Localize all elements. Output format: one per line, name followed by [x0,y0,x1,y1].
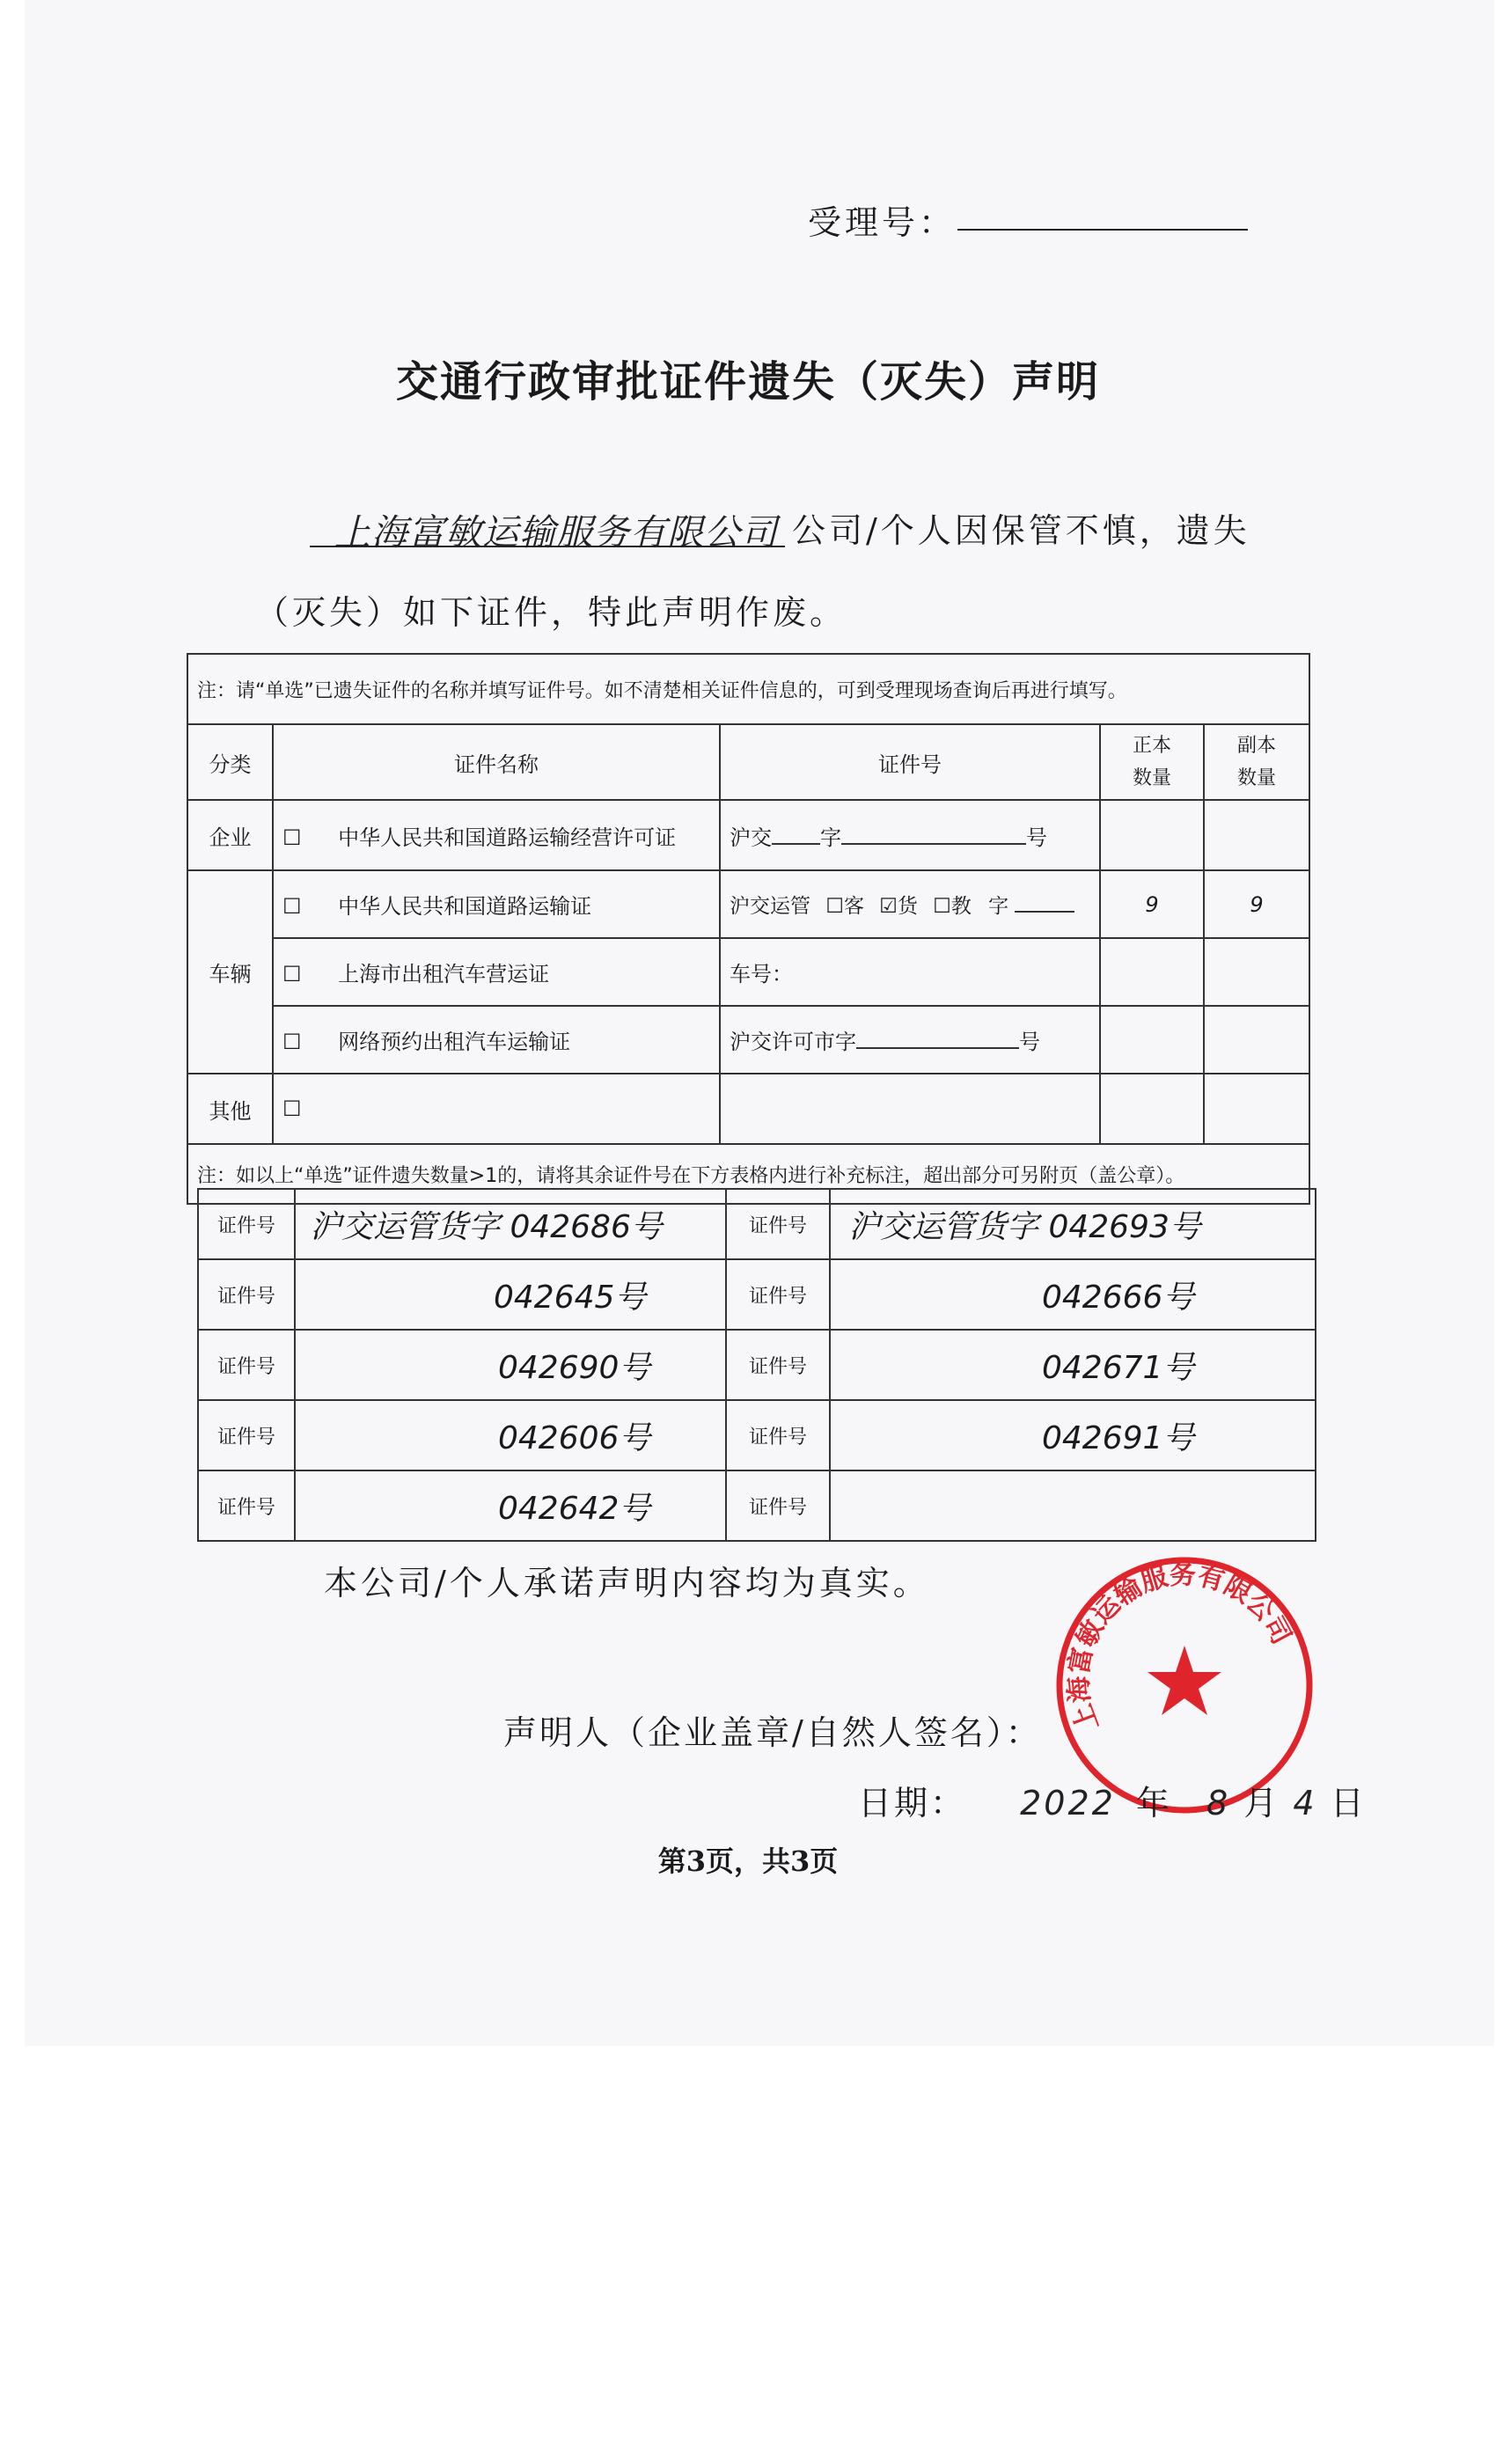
extra-label: 证件号 [726,1189,830,1259]
extra-label: 证件号 [198,1259,295,1330]
extra-value: 042606号 [295,1400,726,1470]
date-month: 8 [1206,1784,1231,1822]
vehicle2-num-label: 车号： [720,938,1100,1006]
extra-value: 042642号 [295,1470,726,1541]
promise-text: 本公司/个人承诺声明内容均为真实。 [324,1564,930,1602]
checkbox-passenger[interactable]: ☐ [825,895,844,918]
receipt-number-blank [957,229,1248,231]
enterprise-num-prefix: 沪交 [730,825,772,850]
checkbox-training[interactable]: ☐ [933,895,951,918]
page-title: 交通行政审批证件遗失（灭失）声明 [395,357,1100,407]
enterprise-num-suffix: 号 [1026,825,1047,850]
enterprise-num-mid: 字 [820,825,841,850]
date-label: 日期： [858,1784,967,1822]
certificate-table [187,653,1310,1205]
extra-numbers-table [197,1188,1316,1542]
row-vehicle3-number [720,1006,1100,1074]
extra-value: 沪交运管货字 042693号 [830,1189,1316,1259]
seal-star-icon [1148,1646,1221,1715]
category-vehicle: 车辆 [187,870,273,1074]
checkbox-enterprise[interactable]: ☐ [282,825,302,850]
category-enterprise: 企业 [187,800,273,870]
category-other: 其他 [187,1074,273,1144]
receipt-label: 受理号： [808,203,957,242]
vehicle3-num-suffix: 号 [1019,1030,1040,1054]
note-bottom: 注：如以上“单选”证件遗失数量>1的，请将其余证件号在下方表格内进行补充标注，超出部分可另附页（盖公章）。 [187,1144,1309,1204]
date-day: 4 [1293,1784,1317,1822]
company-name-handwritten: 上海富敏运输服务有限公司 [334,511,778,554]
option-freight: 货 [897,895,918,918]
row-vehicle1-name [273,870,720,938]
row-enterprise-name [273,800,720,870]
date-day-unit: 日 [1330,1784,1367,1822]
vehicle1-original-qty: 9 [1100,870,1204,938]
extra-label: 证件号 [198,1330,295,1400]
extra-value: 沪交运管货字 042686号 [295,1189,726,1259]
extra-label: 证件号 [726,1400,830,1470]
note-top: 注：请“单选”已遗失证件的名称并填写证件号。如不清楚相关证件信息的，可到受理现场查询后再进行填写。 [187,654,1309,724]
other-number [720,1074,1100,1144]
checkbox-vehicle1[interactable]: ☐ [282,894,302,919]
declarant-label: 声明人（企业盖章/自然人签名）： [503,1713,1042,1752]
checkbox-freight-checked[interactable]: ☑ [879,895,898,918]
vehicle3-copy-qty [1204,1006,1309,1074]
header-copy-qty: 副本 数量 [1204,724,1309,800]
date-year-unit: 年 [1135,1784,1172,1822]
row-enterprise-number [720,800,1100,870]
extra-label: 证件号 [198,1189,295,1259]
statement-line-2: （灭失）如下证件，特此声明作废。 [255,593,847,632]
enterprise-cert-name: 中华人民共和国道路运输经营许可证 [338,825,677,850]
row-vehicle1-number [720,870,1100,938]
vehicle3-cert-name: 网络预约出租汽车运输证 [338,1030,571,1054]
vehicle2-copy-qty [1204,938,1309,1006]
header-original-qty: 正本 数量 [1100,724,1204,800]
extra-label: 证件号 [726,1470,830,1541]
option-passenger: 客 [843,895,864,918]
extra-label: 证件号 [198,1400,295,1470]
checkbox-vehicle2[interactable]: ☐ [282,962,302,986]
date-month-unit: 月 [1243,1784,1280,1822]
other-copy-qty [1204,1074,1309,1144]
date-line [858,1776,1367,1824]
vehicle2-original-qty [1100,938,1204,1006]
statement-line-1: 公司/个人因保管不慎，遗失 [792,511,1250,550]
vehicle1-num-mid: 字 [988,895,1009,918]
page-number: 第3页，共3页 [657,1844,839,1878]
vehicle3-num-prefix: 沪交许可市字 [730,1030,856,1054]
vehicle1-num-prefix: 沪交运管 [730,895,810,918]
header-number: 证件号 [720,724,1100,800]
row-other-name [273,1074,720,1144]
enterprise-num-blank-1[interactable] [772,843,820,845]
extra-value: 042666号 [830,1259,1316,1330]
company-name-underline [310,546,785,547]
other-original-qty [1100,1074,1204,1144]
extra-value: 042645号 [295,1259,726,1330]
vehicle3-original-qty [1100,1006,1204,1074]
row-vehicle2-name [273,938,720,1006]
vehicle3-num-blank[interactable] [856,1047,1019,1049]
extra-value: 042671号 [830,1330,1316,1400]
seal-text: 上海富敏运输服务有限公司 [1063,1559,1297,1735]
enterprise-num-blank-2[interactable] [841,843,1026,845]
checkbox-vehicle3[interactable]: ☐ [282,1030,302,1054]
vehicle2-cert-name: 上海市出租汽车营运证 [338,962,550,986]
extra-label: 证件号 [198,1470,295,1541]
extra-value: 042691号 [830,1400,1316,1470]
vehicle1-num-blank[interactable] [1015,911,1074,913]
extra-label: 证件号 [726,1330,830,1400]
row-vehicle3-name [273,1006,720,1074]
vehicle1-cert-name: 中华人民共和国道路运输证 [338,894,592,919]
date-year: 2022 [1020,1784,1116,1822]
extra-label: 证件号 [726,1259,830,1330]
extra-value: 042690号 [295,1330,726,1400]
enterprise-original-qty [1100,800,1204,870]
vehicle1-copy-qty: 9 [1204,870,1309,938]
checkbox-other[interactable]: ☐ [282,1096,302,1121]
option-training: 教 [950,895,972,918]
header-category: 分类 [187,724,273,800]
extra-value [830,1470,1316,1541]
header-name: 证件名称 [273,724,720,800]
enterprise-copy-qty [1204,800,1309,870]
